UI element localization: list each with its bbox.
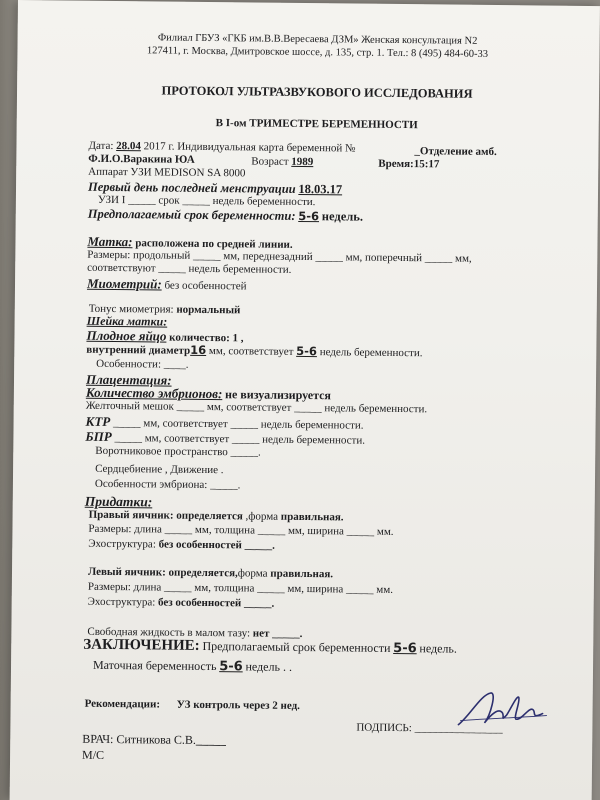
left-ovary-echo-row (88, 596, 275, 611)
conclusion-label: ЗАКЛЮЧЕНИЕ: (83, 636, 200, 654)
left-ovary-echo-label: Эхоструктура: (87, 595, 156, 609)
free-fluid-label: Свободная жидкость в малом тазу: (87, 625, 251, 640)
recommendations-text: УЗ контроль через 2 нед. (176, 698, 301, 712)
embryo-features: Особенности эмбриона: _____. (94, 477, 241, 492)
uterus-position: расположена по средней линии. (135, 237, 293, 251)
gestational-sac-label: Плодное яйцо (86, 327, 167, 344)
age-row (251, 155, 313, 169)
clinic-name: Филиал ГБУЗ «ГКБ им.В.В.Вересаева ДЗМ» Женская консультация N2 (157, 32, 478, 47)
nuchal-space: Воротниковое пространство _____. (95, 444, 261, 459)
myometrium-tone-label: Тонус миометрия: (88, 302, 174, 316)
signature-line: ________________ (414, 722, 503, 736)
uterine-pregnancy-row (93, 659, 292, 675)
bpr-label: БПР (85, 428, 112, 445)
patient-name-row (88, 153, 195, 167)
heartbeat-movement: Сердцебиение , Движение . (95, 462, 224, 477)
date-rest: 2017 г. Индивидуальная карта беременной № (140, 140, 356, 155)
handwritten-signature (450, 685, 551, 736)
right-ovary-form: правильная. (280, 510, 344, 524)
estimated-term-unit: недель. (321, 209, 364, 224)
left-ovary-value: определяется, (168, 566, 238, 580)
patient-name-label: Ф.И.О. (88, 152, 124, 166)
age-label: Возраст (251, 155, 289, 168)
nurse-label: М/С (82, 747, 105, 762)
document-title: ПРОТОКОЛ УЛЬТРАЗВУКОВОГО ИССЛЕДОВАНИЯ (161, 83, 473, 101)
uterine-pregnancy-label: Маточная беременность (92, 657, 217, 674)
estimated-term-label: Предполагаемый срок беременности: (87, 206, 296, 223)
date-value: 28.04 (116, 140, 142, 153)
uterine-pregnancy-unit: недель . . (245, 659, 293, 674)
left-ovary-form-label: форма (237, 567, 268, 580)
free-fluid-value: нет _____. (252, 627, 303, 641)
left-ovary-label: Левый яичник: (87, 565, 166, 579)
conclusion-row (83, 636, 458, 657)
doctor-blank: _____ (195, 732, 227, 748)
clinic-address: 127411, г. Москва, Дмитровское шоссе, д. 135, стр. 1. Тел.: 8 (495) 484-60-33 (146, 45, 489, 60)
uterine-pregnancy-value: 5-6 (219, 659, 243, 675)
signature-label: ПОДПИСЬ: (356, 721, 412, 735)
right-ovary-label: Правый яичник: (88, 508, 174, 522)
left-ovary-form: правильная. (270, 567, 334, 581)
time-row (378, 158, 439, 172)
device-info: Аппарат УЗИ MEDISON SA 8000 (88, 165, 246, 180)
adnexa-label: Придатки: (84, 493, 153, 510)
placentation-label: Плацентация: (85, 371, 172, 388)
date-label: Дата: (88, 139, 114, 153)
left-ovary-echo-value: без особенностей _____. (157, 596, 275, 610)
right-ovary-form-label: ,форма (245, 510, 279, 523)
department: _Отделение амб. (414, 145, 497, 159)
right-ovary-row (89, 509, 344, 525)
left-ovary-sizes: Размеры: длина _____ мм, толщина _____ мм, ширина _____ мм. (87, 580, 394, 596)
lmp-label: Первый день последней менструации (87, 179, 296, 196)
document-subtitle: В I-ом ТРИМЕСТРЕ БЕРЕМЕННОСТИ (215, 117, 418, 132)
uterus-label: Матка: (87, 233, 133, 250)
right-ovary-echo-value: без особенностей _____. (158, 538, 275, 552)
conclusion-value: 5-6 (393, 640, 417, 657)
diameter-label: внутренний диаметр (86, 343, 191, 357)
uterus-correspondence: соответствуют _____ недель беременности. (87, 261, 292, 276)
lmp-value: 18.03.17 (298, 181, 343, 197)
conclusion-text: Предполагаемый срок беременности (202, 638, 391, 655)
yolk-sac-row: Желточный мешок _____ мм, соответствует _____ недель беременности. (85, 399, 428, 416)
age-value: 1989 (291, 155, 314, 169)
embryo-count-value: не визуализируется (225, 387, 332, 403)
doctor-name: Ситникова С.В. (116, 732, 197, 747)
ktr-rest: _____ мм, соответствует _____ недель беременности. (112, 417, 364, 432)
ultrasound-protocol-document (10, 0, 600, 800)
uzi-term: УЗИ I _____ срок _____ недель беременности. (97, 193, 316, 209)
left-ovary-row (88, 566, 333, 582)
conclusion-unit: недель. (419, 641, 458, 656)
diameter-rest: мм, соответствует (208, 345, 294, 358)
patient-name-value: Варакина ЮА (123, 153, 195, 166)
right-ovary-echo-row (88, 538, 275, 553)
cervix-label: Шейка матки: (86, 313, 168, 329)
myometrium-tone-value: нормальный (176, 303, 241, 317)
doctor-label: ВРАЧ: (82, 731, 114, 747)
right-ovary-sizes: Размеры: длина _____ мм, толщина _____ мм, ширина _____ мм. (88, 522, 394, 538)
recommendations-label: Рекомендации: (84, 697, 161, 711)
diameter-value: 16 (190, 342, 207, 357)
time-value: 15:17 (413, 158, 440, 171)
right-ovary-echo-label: Эхоструктура: (88, 537, 156, 551)
myometrium-row (87, 277, 247, 294)
diameter-weeks-value: 5-6 (296, 343, 318, 359)
right-ovary-value: определяется (176, 509, 243, 523)
diameter-weeks-rest: недель беременности. (319, 346, 423, 360)
uterus-sizes: Размеры: продольный _____ мм, переднезадний _____ мм, поперечный _____ мм, (87, 248, 472, 265)
embryo-count-label: Количество эмбрионов: (85, 384, 223, 402)
doctor-row (82, 733, 226, 748)
estimated-term-value: 5-6 (298, 208, 320, 224)
ktr-label: КТР (85, 413, 111, 429)
myometrium-value: без особенностей (164, 279, 247, 293)
recommendations-row (85, 698, 300, 713)
gestational-sac-count: количество: 1 , (169, 331, 244, 345)
bpr-rest: _____ мм, соответствует _____ недель беременности. (114, 432, 366, 447)
estimated-term-row (88, 208, 363, 225)
time-label: Время: (378, 157, 414, 171)
gestational-sac-features: Особенности: ____. (96, 357, 189, 371)
myometrium-label: Миометрий: (86, 275, 162, 292)
